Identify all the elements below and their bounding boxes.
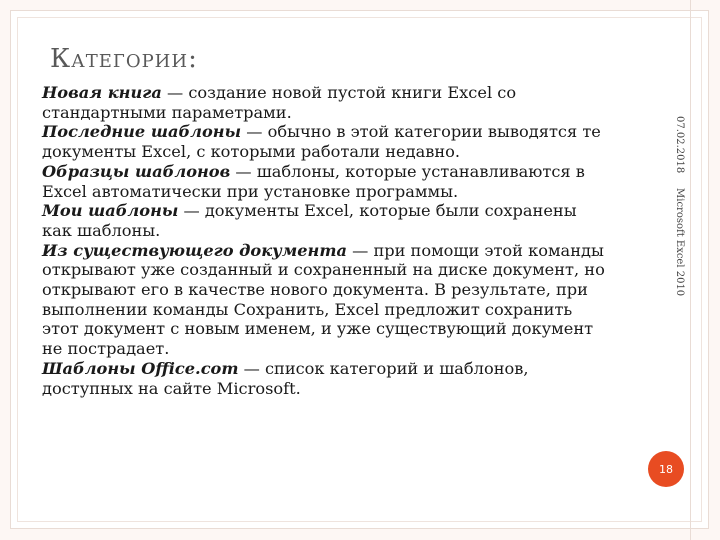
slide-date: 07.02.2018 [674, 116, 685, 174]
slide-body [42, 83, 610, 398]
item-title: Образцы шаблонов [42, 161, 231, 181]
item-text: — обычно в этой категории выводятся те документы Excel, с которыми работали недавно. [42, 122, 601, 162]
item-title: Новая книга [42, 83, 162, 102]
list-item [42, 201, 610, 240]
item-title: Мои шаблоны [42, 201, 179, 221]
item-text: — шаблоны, которые устанавливаются в Excel автоматически при установке программы. [42, 161, 585, 201]
page-number-badge [648, 451, 684, 487]
item-title: Шаблоны Office.com [42, 358, 239, 378]
item-text: — при помощи этой команды открывают уже созданный и сохраненный на диске документ, но открывают его в качестве нового документа. В результате, при выполнении команды Сохранить, Excel предложит сохранить этот документ с новым именем, и уже существующий документ не пострадает. [42, 240, 605, 359]
slide-title: Категории: [50, 44, 198, 74]
item-text: — создание новой пустой книги Excel со стандартными параметрами. [42, 83, 517, 122]
item-text: — документы Excel, которые были сохранены как шаблоны. [42, 201, 577, 240]
list-item [42, 83, 610, 122]
footer-app-name: Microsoft Excel 2010 [674, 188, 685, 297]
list-item [42, 162, 610, 201]
list-item [42, 241, 610, 359]
item-text: — список категорий и шаблонов, доступных на сайте Microsoft. [42, 358, 529, 398]
item-title: Последние шаблоны [42, 122, 242, 142]
list-item [42, 122, 610, 161]
item-title: Из существующего документа [42, 240, 347, 260]
list-item [42, 359, 610, 398]
page-number: 18 [659, 462, 673, 476]
right-divider [690, 0, 691, 540]
